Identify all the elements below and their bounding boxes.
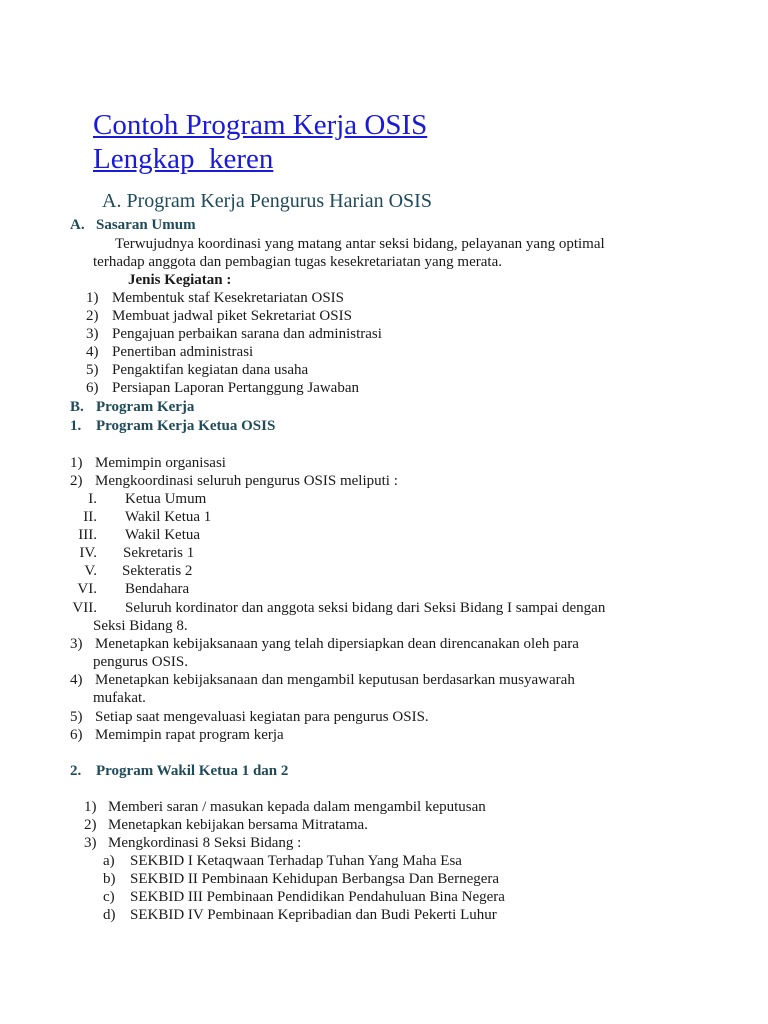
list-item-number: 1) bbox=[84, 799, 97, 815]
list-item: Setiap saat mengevaluasi kegiatan para pengurus OSIS. bbox=[95, 709, 429, 725]
list-item: SEKBID III Pembinaan Pendidikan Pendahuluan Bina Negera bbox=[130, 889, 505, 905]
list-item: Pengaktifan kegiatan dana usaha bbox=[112, 362, 309, 378]
program-kerja-heading: Program Kerja bbox=[96, 399, 195, 415]
list-item-letter: c) bbox=[103, 889, 115, 905]
list-item-number: 5) bbox=[86, 362, 99, 378]
document-title-line-1[interactable]: Contoh Program Kerja OSIS bbox=[93, 109, 428, 141]
sasaran-marker: A. bbox=[70, 217, 85, 233]
document-title-line-2[interactable]: Lengkap_keren bbox=[93, 143, 274, 175]
roman-item: Seluruh kordinator dan anggota seksi bidang dari Seksi Bidang I sampai dengan bbox=[125, 600, 606, 616]
list-item: SEKBID II Pembinaan Kehidupan Berbangsa Dan Bernegera bbox=[130, 871, 500, 887]
list-item-number: 6) bbox=[70, 727, 83, 743]
list-item: Menetapkan kebijakan bersama Mitratama. bbox=[108, 817, 368, 833]
list-item: Memimpin rapat program kerja bbox=[95, 727, 284, 743]
program-kerja-marker: B. bbox=[70, 399, 84, 415]
list-item-number: 6) bbox=[86, 380, 99, 396]
list-item-letter: d) bbox=[103, 907, 116, 923]
roman-item: Sekretaris 1 bbox=[123, 545, 195, 561]
ketua-section-marker: 1. bbox=[70, 418, 82, 434]
roman-number: IV. bbox=[79, 545, 97, 561]
list-item: Mengkordinasi 8 Seksi Bidang : bbox=[108, 835, 302, 851]
roman-item: Sekteratis 2 bbox=[122, 563, 193, 579]
list-item: Pengajuan perbaikan sarana dan administrasi bbox=[112, 326, 382, 342]
list-item-letter: a) bbox=[103, 853, 115, 869]
roman-number: II. bbox=[83, 509, 97, 525]
list-item-number: 2) bbox=[86, 308, 99, 324]
wakil-section-heading: Program Wakil Ketua 1 dan 2 bbox=[96, 763, 289, 779]
list-item-number: 2) bbox=[70, 473, 83, 489]
list-item: Menetapkan kebijaksanaan dan mengambil keputusan berdasarkan musyawarah bbox=[95, 672, 575, 688]
list-item-number: 3) bbox=[86, 326, 99, 342]
jenis-kegiatan-label: Jenis Kegiatan : bbox=[128, 272, 232, 288]
list-item: Memberi saran / masukan kepada dalam mengambil keputusan bbox=[108, 799, 486, 815]
list-item-number: 4) bbox=[70, 672, 83, 688]
roman-item: Bendahara bbox=[125, 581, 190, 597]
roman-number: III. bbox=[78, 527, 97, 543]
list-item-continuation: pengurus OSIS. bbox=[93, 654, 189, 670]
list-item: Membuat jadwal piket Sekretariat OSIS bbox=[112, 308, 352, 324]
roman-number: V. bbox=[84, 563, 97, 579]
roman-item-continuation: Seksi Bidang 8. bbox=[93, 618, 188, 634]
sasaran-paragraph-line-2: terhadap anggota dan pembagian tugas kesekretariatan yang merata. bbox=[93, 254, 502, 270]
list-item-number: 1) bbox=[70, 455, 83, 471]
roman-item: Wakil Ketua 1 bbox=[125, 509, 212, 525]
roman-number: VI. bbox=[77, 581, 97, 597]
list-item-continuation: mufakat. bbox=[93, 690, 146, 706]
list-item-number: 3) bbox=[70, 636, 83, 652]
list-item: Mengkoordinasi seluruh pengurus OSIS meliputi : bbox=[95, 473, 398, 489]
list-item: Memimpin organisasi bbox=[95, 455, 226, 471]
section-heading: A. Program Kerja Pengurus Harian OSIS bbox=[102, 190, 432, 212]
roman-number: VII. bbox=[72, 600, 97, 616]
roman-number: I. bbox=[88, 491, 97, 507]
list-item-number: 3) bbox=[84, 835, 97, 851]
roman-item: Wakil Ketua bbox=[125, 527, 201, 543]
list-item-number: 2) bbox=[84, 817, 97, 833]
list-item: Menetapkan kebijaksanaan yang telah dipersiapkan dean direncanakan oleh para bbox=[95, 636, 579, 652]
list-item: Persiapan Laporan Pertanggung Jawaban bbox=[112, 380, 360, 396]
sasaran-paragraph-line-1: Terwujudnya koordinasi yang matang antar seksi bidang, pelayanan yang optimal bbox=[115, 236, 605, 252]
list-item-number: 5) bbox=[70, 709, 83, 725]
roman-item: Ketua Umum bbox=[125, 491, 207, 507]
list-item: Penertiban administrasi bbox=[112, 344, 254, 360]
list-item: SEKBID I Ketaqwaan Terhadap Tuhan Yang Maha Esa bbox=[130, 853, 462, 869]
list-item-number: 1) bbox=[86, 290, 99, 306]
wakil-section-marker: 2. bbox=[70, 763, 82, 779]
list-item: SEKBID IV Pembinaan Kepribadian dan Budi Pekerti Luhur bbox=[130, 907, 497, 923]
ketua-section-heading: Program Kerja Ketua OSIS bbox=[96, 418, 276, 434]
list-item: Membentuk staf Kesekretariatan OSIS bbox=[112, 290, 345, 306]
list-item-letter: b) bbox=[103, 871, 116, 887]
sasaran-heading: Sasaran Umum bbox=[96, 217, 196, 233]
list-item-number: 4) bbox=[86, 344, 99, 360]
